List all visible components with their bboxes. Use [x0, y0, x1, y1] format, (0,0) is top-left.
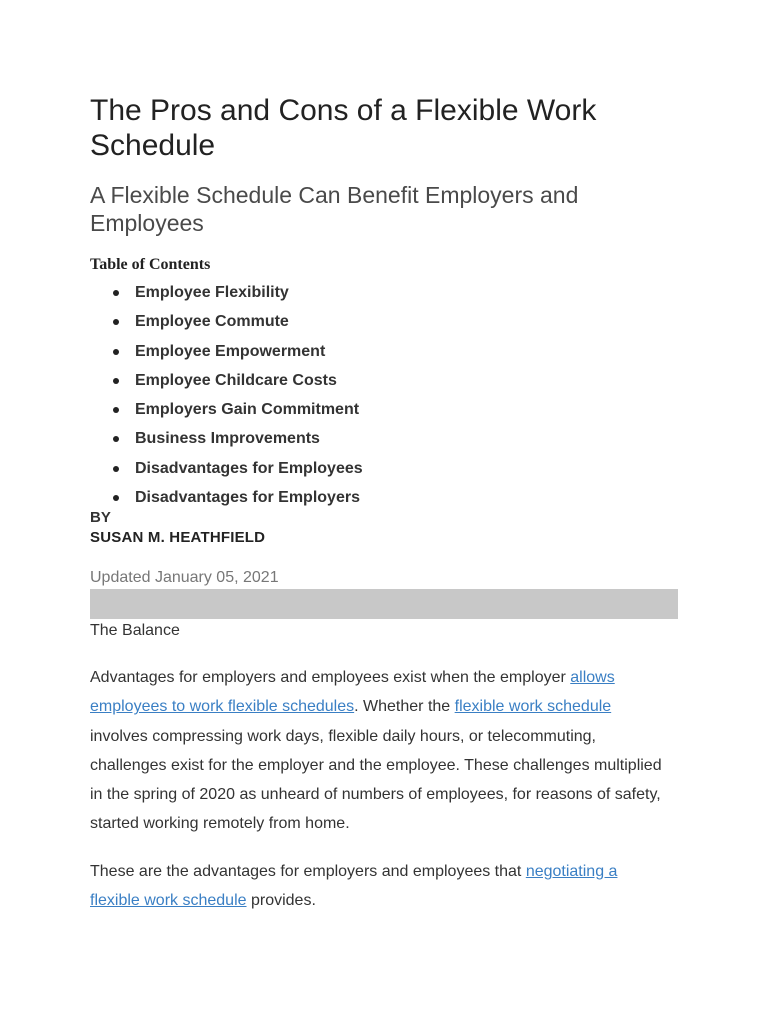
- bullet-icon: [113, 436, 119, 442]
- bullet-icon: [113, 495, 119, 501]
- toc-item-employers-gain-commitment[interactable]: [90, 400, 363, 429]
- toc-item-label: Disadvantages for Employers: [135, 489, 360, 507]
- link-negotiating-flexible-schedule[interactable]: negotiating a flexible work schedule: [90, 863, 618, 910]
- bullet-icon: [113, 378, 119, 384]
- toc-item-employee-empowerment[interactable]: [90, 342, 363, 371]
- paragraph-text: involves compressing work days, flexible daily hours, or telecommuting, challenges exist for the employer and the employee. These challenges multiplied in the spring of 2020 as unheard of numbers of employees, for reasons of safety, started working remotely from home.: [90, 727, 662, 833]
- paragraph-text: Advantages for employers and employees exist when the employer: [90, 669, 571, 686]
- byline-label: BY: [90, 509, 111, 526]
- article-image: [90, 589, 678, 619]
- toc-item-label: Employee Flexibility: [135, 284, 289, 301]
- image-caption: The Balance: [90, 622, 180, 639]
- toc-item-label: Employee Childcare Costs: [135, 371, 337, 389]
- toc-item-disadvantages-for-employees[interactable]: [90, 459, 363, 488]
- toc-item-label: Employers Gain Commitment: [135, 401, 360, 419]
- toc-item-disadvantages-for-employers[interactable]: [90, 488, 363, 517]
- paragraph-text: provides.: [246, 892, 316, 910]
- paragraph-text: . Whether the: [354, 698, 455, 716]
- toc-item-employee-flexibility[interactable]: [90, 283, 363, 312]
- body-paragraph-2: [90, 857, 670, 916]
- body-paragraph-1: [90, 663, 670, 839]
- paragraph-text: These are the advantages for employers and employees that: [90, 863, 526, 880]
- article-subtitle: A Flexible Schedule Can Benefit Employers and Employees: [90, 182, 579, 236]
- article-title: The Pros and Cons of a Flexible Work Schedule: [90, 94, 597, 162]
- toc-item-label: Employee Commute: [135, 313, 289, 331]
- bullet-icon: [113, 349, 119, 355]
- toc-item-employee-childcare-costs[interactable]: [90, 371, 363, 400]
- bullet-icon: [113, 466, 119, 472]
- link-flexible-work-schedule[interactable]: flexible work schedule: [454, 698, 612, 716]
- toc-heading: Table of Contents: [90, 256, 211, 273]
- toc-item-business-improvements[interactable]: [90, 429, 363, 458]
- bullet-icon: [113, 290, 119, 296]
- link-allows-flexible-schedules[interactable]: allows employees to work flexible schedules: [90, 669, 615, 716]
- toc-item-label: Disadvantages for Employees: [135, 459, 363, 477]
- toc-item-label: Employee Empowerment: [135, 342, 326, 360]
- table-of-contents: [90, 283, 363, 517]
- author-name[interactable]: SUSAN M. HEATHFIELD: [90, 529, 266, 546]
- updated-date: Updated January 05, 2021: [90, 569, 279, 586]
- toc-item-label: Business Improvements: [135, 430, 320, 448]
- toc-item-employee-commute[interactable]: [90, 312, 363, 341]
- bullet-icon: [113, 319, 119, 325]
- bullet-icon: [113, 407, 119, 413]
